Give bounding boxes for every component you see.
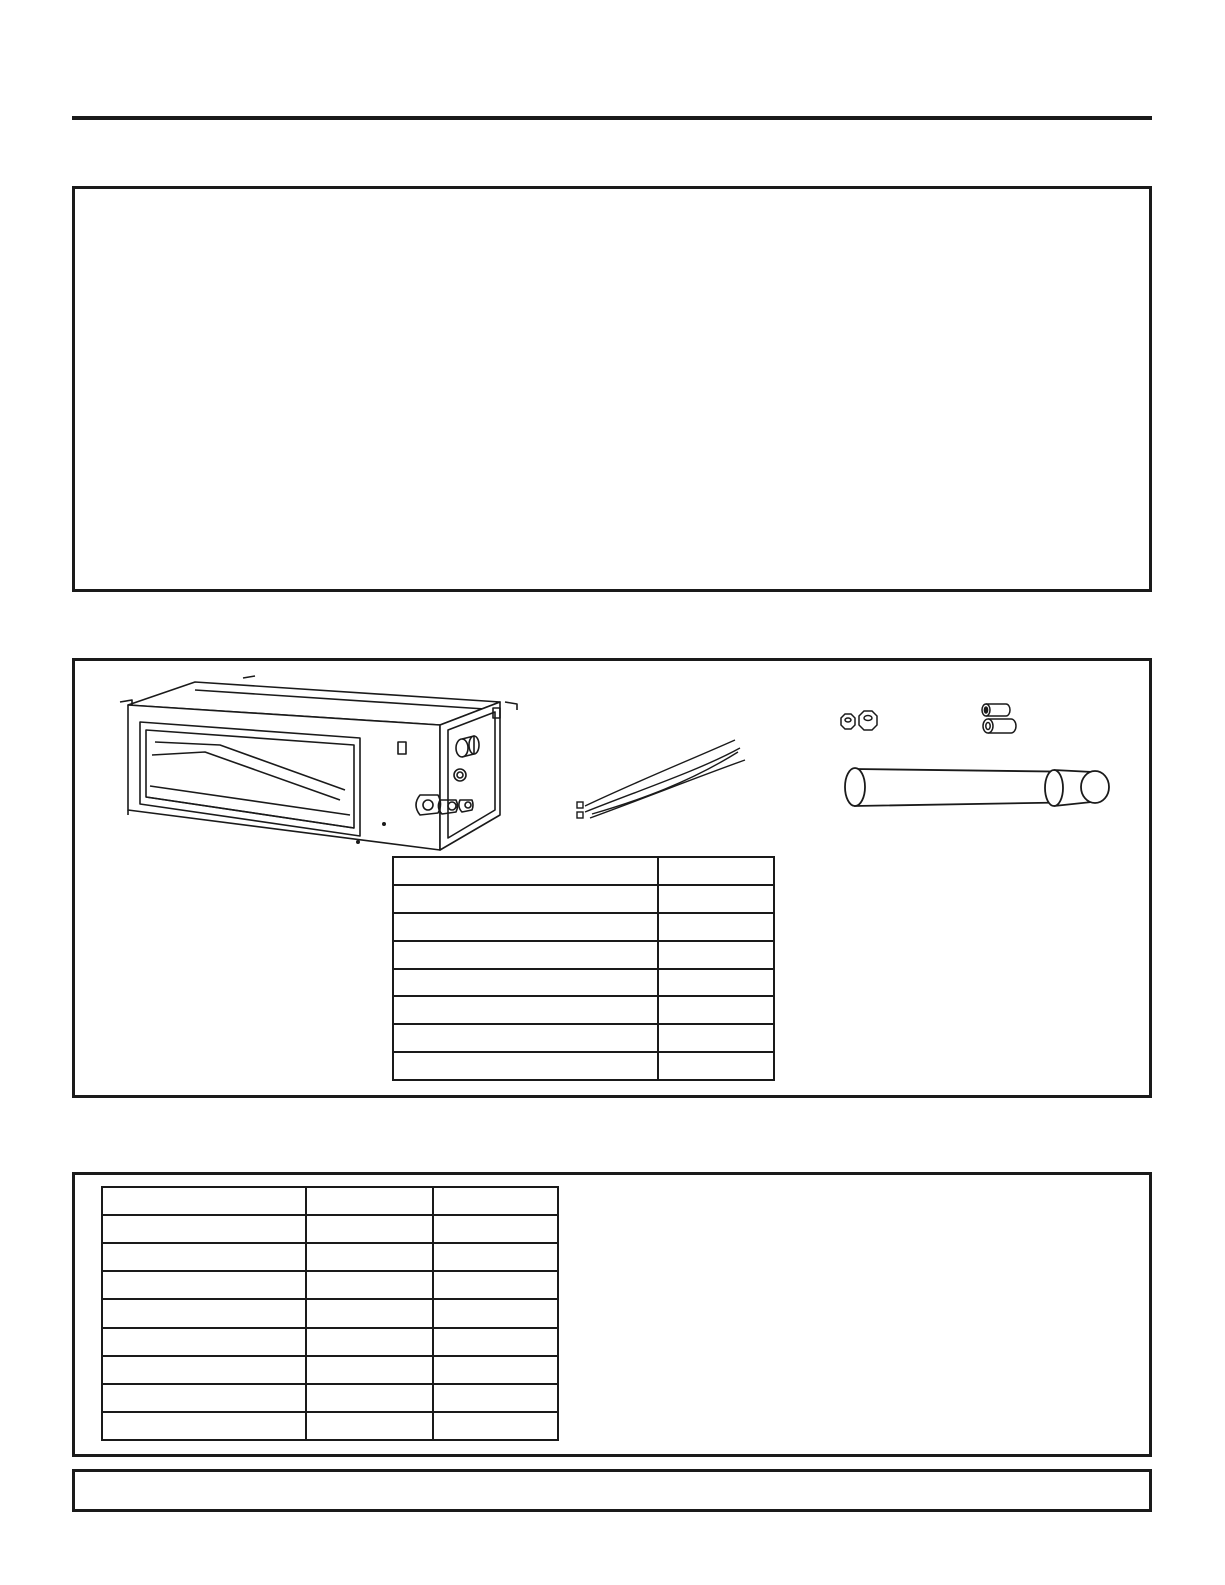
footer-note-box (72, 1469, 1152, 1512)
table-row (393, 885, 774, 913)
table-cell (393, 1052, 658, 1080)
table-cell (658, 996, 774, 1024)
table-row (102, 1384, 558, 1412)
table-cell (102, 1328, 306, 1356)
table-row (393, 857, 774, 885)
table-cell (433, 1328, 558, 1356)
table-row (393, 941, 774, 969)
table-cell (658, 913, 774, 941)
table-cell (102, 1356, 306, 1384)
table-row (393, 1024, 774, 1052)
table-cell (306, 1187, 433, 1215)
table-cell (306, 1328, 433, 1356)
table-row (102, 1243, 558, 1271)
table-cell (393, 885, 658, 913)
table-cell (102, 1299, 306, 1327)
table-row (393, 969, 774, 997)
table-row (102, 1412, 558, 1440)
table-cell (433, 1215, 558, 1243)
table-cell (393, 913, 658, 941)
table-cell (306, 1299, 433, 1327)
table-cell (102, 1215, 306, 1243)
table-cell (393, 941, 658, 969)
table-row (102, 1328, 558, 1356)
table-cell (433, 1187, 558, 1215)
table-cell (306, 1271, 433, 1299)
table-row (102, 1356, 558, 1384)
table-cell (102, 1271, 306, 1299)
table-cell (658, 1052, 774, 1080)
table-row (102, 1271, 558, 1299)
table-cell (102, 1412, 306, 1440)
table-cell (433, 1299, 558, 1327)
table-cell (393, 996, 658, 1024)
table-cell (102, 1187, 306, 1215)
table-row (102, 1299, 558, 1327)
table-cell (658, 969, 774, 997)
table-cell (658, 857, 774, 885)
table-cell (433, 1271, 558, 1299)
table-row (393, 1052, 774, 1080)
table-cell (306, 1215, 433, 1243)
table-row (393, 913, 774, 941)
table-cell (393, 1024, 658, 1052)
parts-table (392, 856, 775, 1081)
table-cell (658, 885, 774, 913)
specifications-table (101, 1186, 559, 1441)
table-cell (433, 1356, 558, 1384)
table-cell (306, 1356, 433, 1384)
table-cell (102, 1384, 306, 1412)
table-cell (433, 1412, 558, 1440)
table-row (102, 1187, 558, 1215)
table-cell (658, 941, 774, 969)
table-cell (433, 1243, 558, 1271)
table-cell (306, 1412, 433, 1440)
table-cell (433, 1384, 558, 1412)
table-cell (102, 1243, 306, 1271)
table-cell (393, 969, 658, 997)
table-cell (658, 1024, 774, 1052)
table-cell (306, 1384, 433, 1412)
table-row (102, 1215, 558, 1243)
table-cell (306, 1243, 433, 1271)
table-row (393, 996, 774, 1024)
table-cell (393, 857, 658, 885)
